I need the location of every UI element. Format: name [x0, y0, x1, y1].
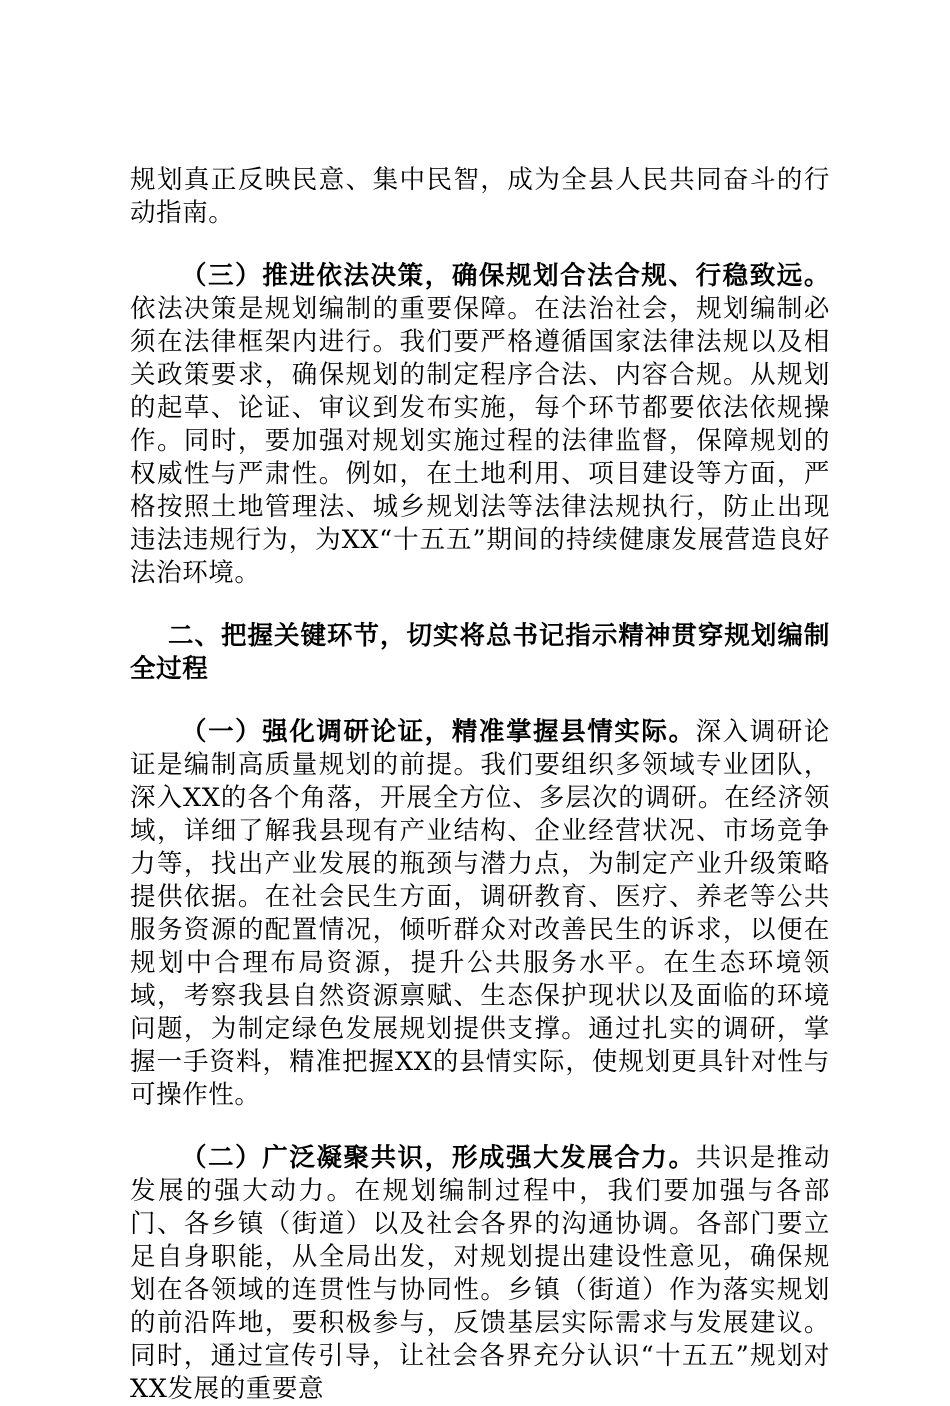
- section-heading: （二）广泛凝聚共识，形成强大发展合力。: [181, 1143, 696, 1173]
- section-heading: （一）强化调研论证，精准掌握县情实际。: [181, 717, 696, 747]
- paragraph-text: 依法决策是规划编制的重要保障。在法治社会，规划编制必须在法律框架内进行。我们要严格遵循国家法律法规以及相关政策要求，确保规划的制定程序合法、内容合规。从规划的起草、论证、审议到发布实施，每个环节都要依法依规操作。同时，要加强对规划实施过程的法律监督，保障规划的权威性与严肃性。例如，在土地利用、项目建设等方面，严格按照土地管理法、城乡规划法等法律法规执行，防止出现违法违规行为，为XX“十五五”期间的持续健康发展营造良好法治环境。: [130, 294, 830, 588]
- section-heading: （三）推进依法决策，确保规划合法合规、行稳致远。: [181, 261, 830, 291]
- paragraph-text: 共识是推动发展的强大动力。在规划编制过程中，我们要加强与各部门、各乡镇（街道）以及社会各界的沟通协调。各部门要立足自身职能，从全局出发，对规划提出建设性意见，确保规划在各领域的连贯性与协同性。乡镇（街道）作为落实规划的前沿阵地，要积极参与，反馈基层实际需求与发展建议。同时，通过宣传引导，让社会各界充分认识“十五五”规划对XX发展的重要意: [130, 1143, 830, 1404]
- paragraph-section-3: [130, 260, 830, 590]
- paragraph-continuation: [130, 164, 830, 230]
- chapter-heading-text: 二、把握关键环节，切实将总书记指示精神贯穿规划编制全过程: [130, 621, 830, 684]
- paragraph-text: 深入调研论证是编制高质量规划的前提。我们要组织多领域专业团队，深入XX的各个角落，开展全方位、多层次的调研。在经济领域，详细了解我县现有产业结构、企业经营状况、市场竞争力等，找出产业发展的瓶颈与潜力点，为制定产业升级策略提供依据。在社会民生方面，调研教育、医疗、养老等公共服务资源的配置情况，倾听群众对改善民生的诉求，以便在规划中合理布局资源，提升公共服务水平。在生态环境领域，考察我县自然资源禀赋、生态保护现状以及面临的环境问题，为制定绿色发展规划提供支撑。通过扎实的调研，掌握一手资料，精准把握XX的县情实际，使规划更具针对性与可操作性。: [130, 717, 830, 1110]
- paragraph-section-2: [130, 1142, 830, 1406]
- paragraph-text: 规划真正反映民意、集中民智，成为全县人民共同奋斗的行动指南。: [130, 165, 830, 228]
- paragraph-section-1: [130, 716, 830, 1112]
- chapter-heading: [130, 620, 830, 686]
- document-body: [130, 164, 830, 1406]
